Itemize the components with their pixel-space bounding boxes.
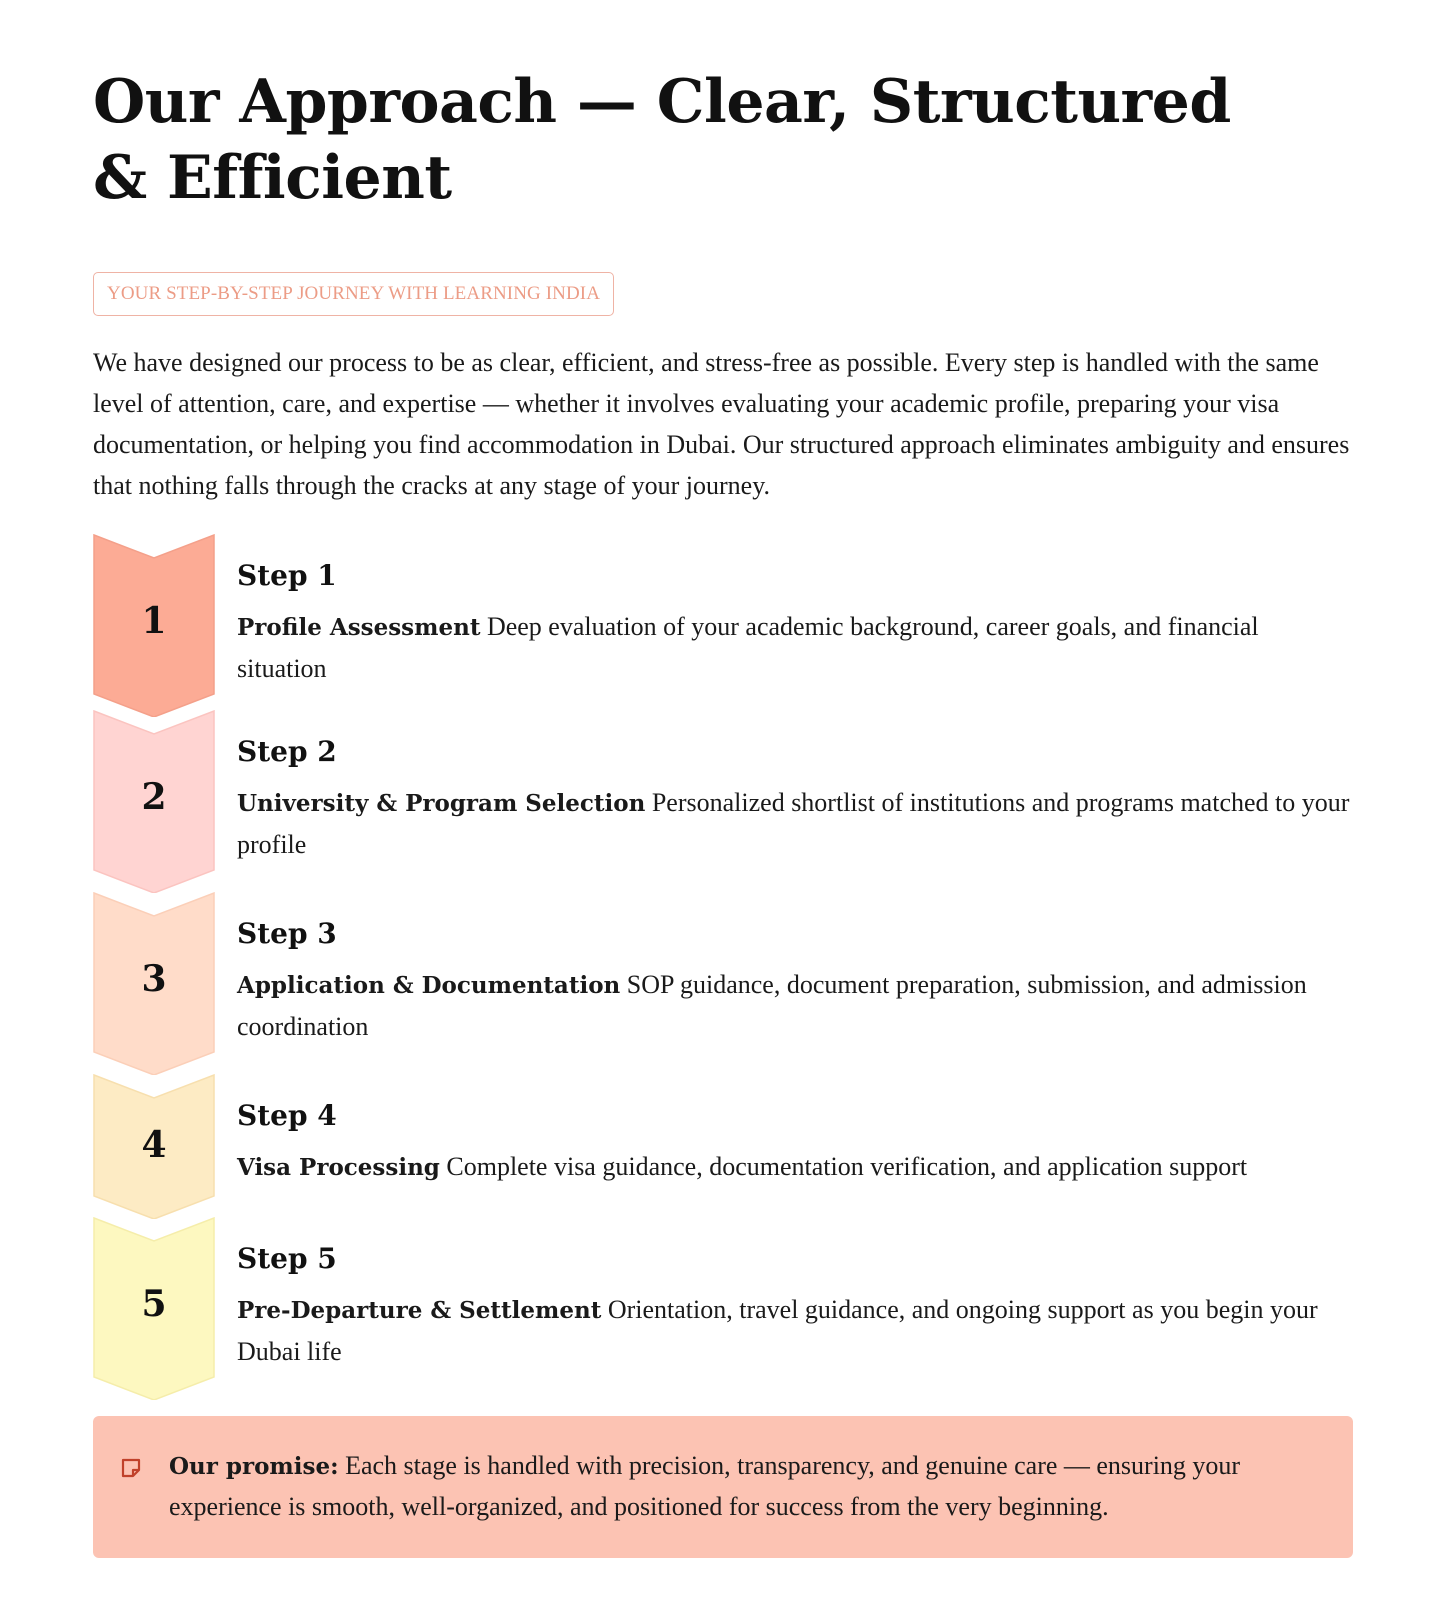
step-heading: Profile Assessment — [237, 614, 481, 641]
step-number: 5 — [141, 1283, 167, 1325]
promise-text — [169, 1446, 1323, 1527]
step-heading: Pre-Departure & Settlement — [237, 1297, 602, 1324]
promise-body: Each stage is handled with precision, transparency, and genuine care — ensuring your experience is smooth, well-organized, and positioned for success from the very beginning. — [169, 1451, 1241, 1521]
step-item — [93, 710, 1353, 892]
promise-callout — [93, 1416, 1353, 1558]
step-body — [237, 1074, 1353, 1188]
step-body — [237, 1217, 1353, 1372]
step-text: SOP guidance, document preparation, submission, and admission coordination — [237, 970, 1307, 1041]
step-title: Step 4 — [237, 1099, 337, 1132]
step-body — [237, 534, 1353, 689]
step-heading: University & Program Selection — [237, 790, 646, 817]
step-chevron — [93, 710, 215, 892]
step-title: Step 3 — [237, 917, 337, 950]
step-chevron — [93, 892, 215, 1074]
step-heading: Visa Processing — [237, 1154, 440, 1181]
step-text: Complete visa guidance, documentation verification, and application support — [446, 1152, 1248, 1181]
step-body — [237, 710, 1353, 865]
promise-label: Our promise: — [169, 1453, 339, 1480]
step-number: 4 — [141, 1124, 167, 1166]
step-title: Step 1 — [237, 559, 337, 592]
step-text: Personalized shortlist of institutions and programs matched to your profile — [237, 788, 1350, 859]
journey-tag: YOUR STEP-BY-STEP JOURNEY WITH LEARNING INDIA — [93, 272, 614, 316]
step-item — [93, 1217, 1353, 1399]
step-item — [93, 892, 1353, 1074]
steps-list — [93, 534, 1353, 1399]
intro-paragraph: We have designed our process to be as clear, efficient, and stress-free as possible. Every step is handled with the same level of attention, care, and expertise — whether it involves evaluating your academic profile, preparing your visa documentation, or helping you find accommodation in Dubai. Our structured approach eliminates ambiguity and ensures that nothing falls through the cracks at any stage of your journey. — [93, 348, 1350, 500]
step-title: Step 2 — [237, 735, 337, 768]
step-heading: Application & Documentation — [237, 972, 621, 999]
page-title: Our Approach — Clear, Structured & Efficient — [93, 67, 1231, 213]
step-description — [237, 606, 1353, 689]
step-number: 3 — [141, 958, 167, 1000]
step-body — [237, 892, 1353, 1047]
step-description — [237, 1146, 1353, 1188]
step-title: Step 5 — [237, 1242, 337, 1275]
step-number: 1 — [141, 600, 167, 642]
step-chevron — [93, 534, 215, 710]
step-number: 2 — [141, 776, 167, 818]
step-chevron — [93, 1074, 215, 1217]
step-item — [93, 534, 1353, 710]
step-description — [237, 1289, 1353, 1372]
step-chevron — [93, 1217, 215, 1399]
step-description — [237, 964, 1353, 1047]
step-text: Deep evaluation of your academic background, career goals, and financial situation — [237, 612, 1259, 683]
step-description — [237, 782, 1353, 865]
step-text: Orientation, travel guidance, and ongoing support as you begin your Dubai life — [237, 1295, 1318, 1366]
step-item — [93, 1074, 1353, 1217]
note-icon — [119, 1456, 143, 1480]
